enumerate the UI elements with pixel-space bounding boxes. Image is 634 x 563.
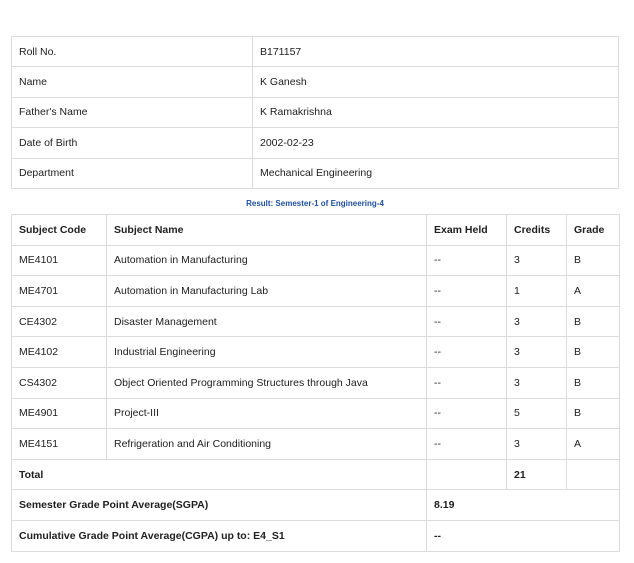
roll-label: Roll No.	[12, 37, 253, 67]
total-row	[12, 459, 620, 490]
column-header-subject-name: Subject Name	[107, 215, 427, 246]
grade: B	[567, 337, 620, 368]
dob-label: Date of Birth	[12, 128, 253, 158]
grade: A	[567, 429, 620, 460]
table-row	[12, 367, 620, 398]
exam-held: --	[427, 367, 507, 398]
student-info-table	[11, 36, 619, 189]
department-value: Mechanical Engineering	[253, 158, 619, 188]
credits: 3	[507, 306, 567, 337]
results-header-row	[12, 215, 620, 246]
cgpa-row	[12, 520, 620, 551]
exam-held: --	[427, 398, 507, 429]
subject-name: Disaster Management	[107, 306, 427, 337]
father-label: Father's Name	[12, 97, 253, 127]
grade: B	[567, 367, 620, 398]
credits: 3	[507, 429, 567, 460]
subject-code: ME4901	[12, 398, 107, 429]
dob-value: 2002-02-23	[253, 128, 619, 158]
subject-code: ME4102	[12, 337, 107, 368]
exam-held: --	[427, 245, 507, 276]
column-header-credits: Credits	[507, 215, 567, 246]
table-row	[12, 398, 620, 429]
subject-name: Object Oriented Programming Structures through Java	[107, 367, 427, 398]
table-row	[12, 306, 620, 337]
exam-held: --	[427, 306, 507, 337]
results-table	[11, 214, 620, 552]
grade: B	[567, 306, 620, 337]
dob-row	[12, 128, 619, 158]
department-label: Department	[12, 158, 253, 188]
subject-name: Automation in Manufacturing	[107, 245, 427, 276]
roll-row	[12, 37, 619, 67]
subject-code: CS4302	[12, 367, 107, 398]
sgpa-row	[12, 490, 620, 521]
credits: 1	[507, 276, 567, 307]
credits: 3	[507, 245, 567, 276]
name-row	[12, 67, 619, 97]
department-row	[12, 158, 619, 188]
table-row	[12, 337, 620, 368]
total-label: Total	[12, 459, 427, 490]
name-value: K Ganesh	[253, 67, 619, 97]
grade: A	[567, 276, 620, 307]
subject-code: ME4151	[12, 429, 107, 460]
exam-held: --	[427, 429, 507, 460]
subject-code: ME4101	[12, 245, 107, 276]
credits: 3	[507, 337, 567, 368]
cgpa-label: Cumulative Grade Point Average(CGPA) up to: E4_S1	[12, 520, 427, 551]
column-header-grade: Grade	[567, 215, 620, 246]
subject-code: ME4701	[12, 276, 107, 307]
sgpa-label: Semester Grade Point Average(SGPA)	[12, 490, 427, 521]
roll-value: B171157	[253, 37, 619, 67]
subject-name: Industrial Engineering	[107, 337, 427, 368]
total-grade	[567, 459, 620, 490]
grade: B	[567, 398, 620, 429]
total-exam-held	[427, 459, 507, 490]
credits: 3	[507, 367, 567, 398]
table-row	[12, 245, 620, 276]
grade: B	[567, 245, 620, 276]
table-row	[12, 276, 620, 307]
result-title: Result: Semester-1 of Engineering-4	[246, 199, 384, 208]
father-row	[12, 97, 619, 127]
exam-held: --	[427, 337, 507, 368]
credits: 5	[507, 398, 567, 429]
subject-name: Refrigeration and Air Conditioning	[107, 429, 427, 460]
subject-name: Project-III	[107, 398, 427, 429]
column-header-exam-held: Exam Held	[427, 215, 507, 246]
total-credits: 21	[507, 459, 567, 490]
exam-held: --	[427, 276, 507, 307]
subject-code: CE4302	[12, 306, 107, 337]
cgpa-value: --	[427, 520, 620, 551]
table-row	[12, 429, 620, 460]
column-header-subject-code: Subject Code	[12, 215, 107, 246]
subject-name: Automation in Manufacturing Lab	[107, 276, 427, 307]
sgpa-value: 8.19	[427, 490, 620, 521]
name-label: Name	[12, 67, 253, 97]
father-value: K Ramakrishna	[253, 97, 619, 127]
